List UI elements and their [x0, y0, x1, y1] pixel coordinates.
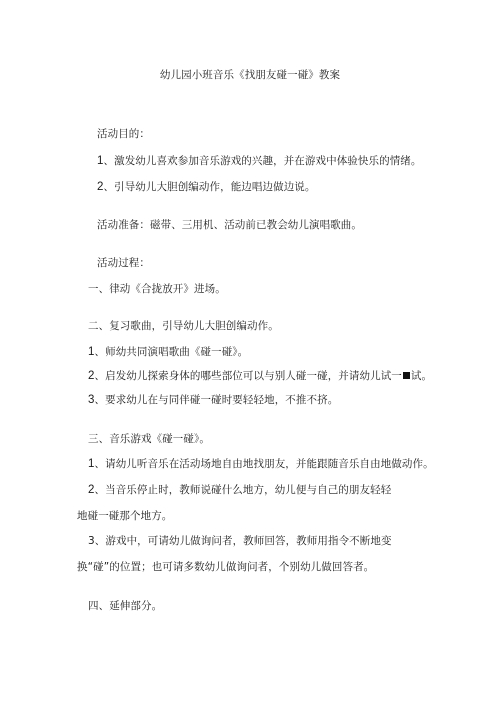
section-2-item-2-number: 2 [88, 370, 95, 382]
section-3-item-1-number: 1 [88, 458, 95, 470]
section-2-item-2-text-b: 试。 [410, 370, 433, 382]
page-title: 幼儿园小班音乐《找朋友碰一碰》教案 [159, 69, 341, 81]
goal-2-text: 、引导幼儿大胆创编动作，能边唱边做边说。 [103, 181, 316, 193]
section-3-item-2-number: 2 [88, 484, 95, 496]
black-square-glyph [403, 372, 410, 379]
goal-2-number: 2 [97, 181, 104, 193]
preparation-paragraph: 活动准备：磁带、三用机、活动前已教会幼儿演唱歌曲。 [97, 219, 362, 231]
section-2-item-3-number: 3 [88, 394, 95, 406]
process-heading: 活动过程： [97, 257, 150, 269]
section-2-item-2-text-a: 、启发幼儿探索身体的哪些部位可以与别人碰一碰，并请幼儿试一 [94, 370, 402, 382]
section-2-item-1-number: 1 [88, 346, 95, 358]
goal-1-text: 、激发幼儿喜欢参加音乐游戏的兴趣，并在游戏中体验快乐的情绪。 [103, 155, 422, 167]
goal-1-number: 1 [97, 155, 104, 167]
section-3-item-1 [88, 457, 434, 471]
section-3-item-2 [88, 483, 391, 497]
section-2-item-3 [88, 393, 338, 407]
section-3-item-3-continuation: 换“碰”的位置；也可请多数幼儿做询问者，个别幼儿做回答者。 [77, 561, 375, 573]
goals-heading: 活动目的： [97, 128, 150, 140]
section-3-heading: 三、音乐游戏《碰一碰》。 [88, 433, 210, 445]
goal-1 [97, 154, 422, 168]
section-2-item-2 [88, 369, 432, 383]
section-2-item-3-text: 、要求幼儿在与同伴碰一碰时要轻轻地，不推不挤。 [94, 394, 339, 406]
section-3-item-2-continuation: 地碰一碰那个地方。 [77, 510, 173, 522]
section-2-item-1-text: 、师幼共同演唱歌曲《碰一碰》。 [94, 346, 249, 358]
section-3-item-1-text: 、请幼儿听音乐在活动场地自由地找朋友，并能跟随音乐自由地做动作。 [94, 458, 434, 470]
section-1-heading: 一、律动《合拢放开》进场。 [88, 283, 226, 295]
section-2-heading: 二、复习歌曲，引导幼儿大胆创编动作。 [88, 320, 279, 332]
section-4-heading: 四、延伸部分。 [88, 600, 163, 612]
section-2-item-1 [88, 345, 248, 359]
goal-2 [97, 180, 316, 194]
section-3-item-3: 3、游戏中，可请幼儿做询问者，教师回答，教师用指令不断地变 [88, 535, 392, 547]
section-3-item-2-text: 、当音乐停止时，教师说碰什么地方，幼儿便与自己的朋友轻轻 [94, 484, 392, 496]
